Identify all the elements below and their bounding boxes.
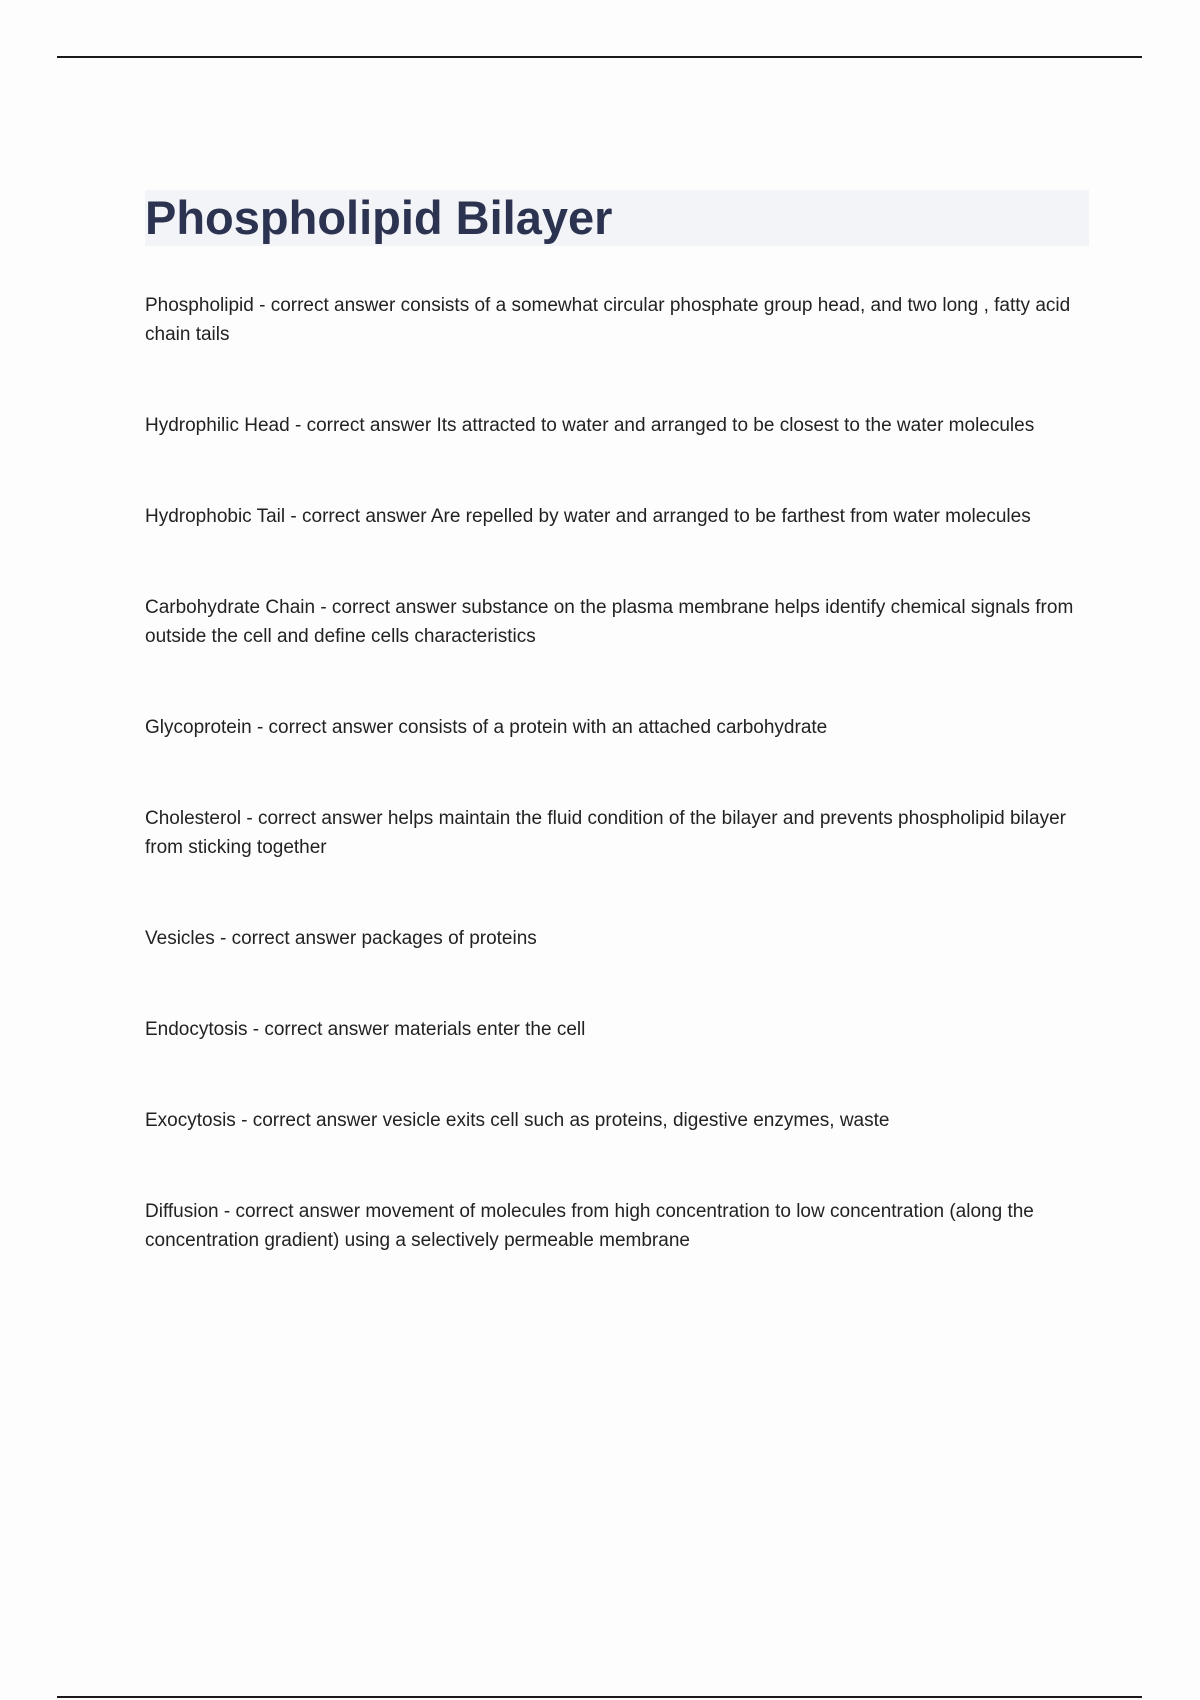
list-item-cholesterol: Cholesterol - correct answer helps maintain the fluid condition of the bilayer and prevents phospholipid bilayer from sticking together [145, 808, 1066, 858]
top-divider [57, 56, 1142, 58]
list-item-endocytosis: Endocytosis - correct answer materials enter the cell [145, 1019, 586, 1040]
list-item-vesicles: Vesicles - correct answer packages of proteins [145, 928, 537, 949]
list-item-carbohydrate-chain: Carbohydrate Chain - correct answer substance on the plasma membrane helps identify chemical signals from outside the cell and define cells characteristics [145, 597, 1074, 647]
flashcard-list [145, 291, 1090, 1317]
list-item-hydrophobic-tail: Hydrophobic Tail - correct answer Are repelled by water and arranged to be farthest from water molecules [145, 506, 1031, 527]
list-item-hydrophilic-head: Hydrophilic Head - correct answer Its attracted to water and arranged to be closest to the water molecules [145, 415, 1035, 436]
list-item-exocytosis: Exocytosis - correct answer vesicle exits cell such as proteins, digestive enzymes, waste [145, 1110, 890, 1131]
list-item-glycoprotein: Glycoprotein - correct answer consists of a protein with an attached carbohydrate [145, 717, 828, 738]
page-title: Phospholipid Bilayer [145, 191, 613, 244]
list-item-diffusion: Diffusion - correct answer movement of molecules from high concentration to low concentration (along the concentration gradient) using a selectively permeable membrane [145, 1201, 1034, 1251]
bottom-divider [57, 1696, 1142, 1698]
list-item-phospholipid: Phospholipid - correct answer consists of a somewhat circular phosphate group head, and two long , fatty acid chain tails [145, 295, 1071, 345]
